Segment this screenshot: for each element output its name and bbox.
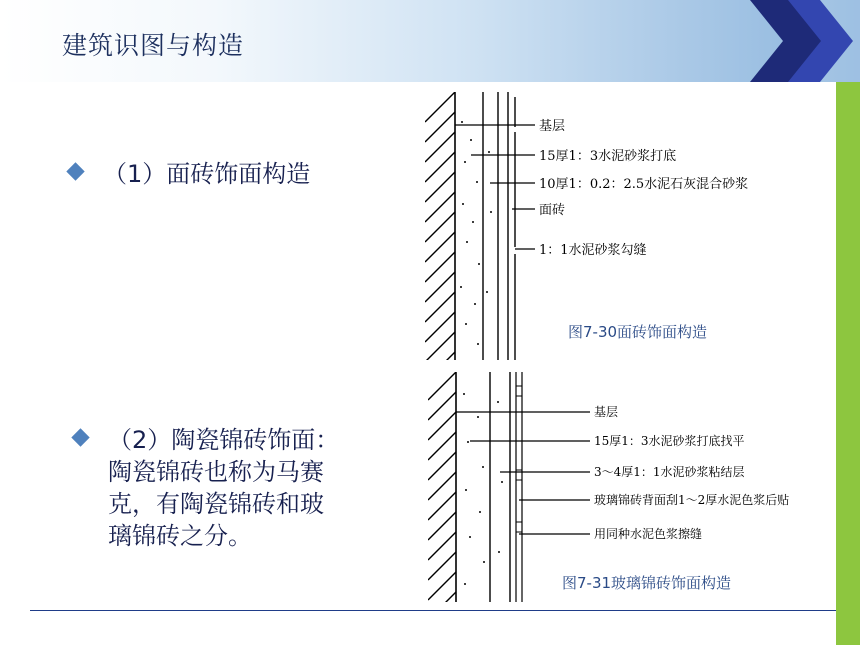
bullet-item-1 — [103, 158, 310, 190]
fig2-label-2: 15厚1：3水泥砂浆打底找平 — [594, 434, 745, 448]
fig1-label-3: 10厚1：0.2：2.5水泥石灰混合砂浆 — [539, 177, 749, 192]
page-title: 建筑识图与构造 — [62, 31, 245, 60]
header-bar — [0, 0, 860, 82]
green-accent-bar — [836, 82, 860, 645]
fig2-label-3: 3～4厚1：1水泥砂浆粘结层 — [594, 465, 745, 479]
bullet-text-2-line-2: 陶瓷锦砖也称为马赛 — [108, 458, 324, 486]
figure2-caption: 图7-31玻璃锦砖饰面构造 — [562, 574, 732, 592]
bullet-item-2 — [108, 424, 378, 552]
fig1-label-1: 基层 — [539, 119, 566, 134]
bullet-text-1: （1）面砖饰面构造 — [103, 160, 311, 188]
chevron-arrows-icon — [750, 0, 860, 82]
bullet-text-2-line-3: 克，有陶瓷锦砖和玻 — [108, 490, 324, 518]
fig2-label-1: 基层 — [594, 405, 619, 419]
fig1-label-5: 1：1水泥砂浆勾缝 — [539, 243, 647, 258]
figure-glass-mosaic-diagram — [428, 372, 838, 602]
fig2-label-5: 用同种水泥色浆擦缝 — [594, 527, 703, 541]
bullet-text-2-line-4: 璃锦砖之分。 — [108, 522, 252, 550]
footer-divider — [30, 610, 836, 611]
diamond-bullet-icon — [71, 428, 89, 446]
bullet-text-2-line-1: （2）陶瓷锦砖饰面： — [108, 426, 340, 454]
fig2-label-4: 玻璃锦砖背面刮1～2厚水泥色浆后贴 — [594, 493, 790, 507]
diamond-bullet-icon — [66, 162, 84, 180]
figure1-caption: 图7-30面砖饰面构造 — [568, 323, 708, 341]
fig1-label-4: 面砖 — [539, 203, 566, 218]
fig1-label-2: 15厚1：3水泥砂浆打底 — [539, 149, 677, 164]
